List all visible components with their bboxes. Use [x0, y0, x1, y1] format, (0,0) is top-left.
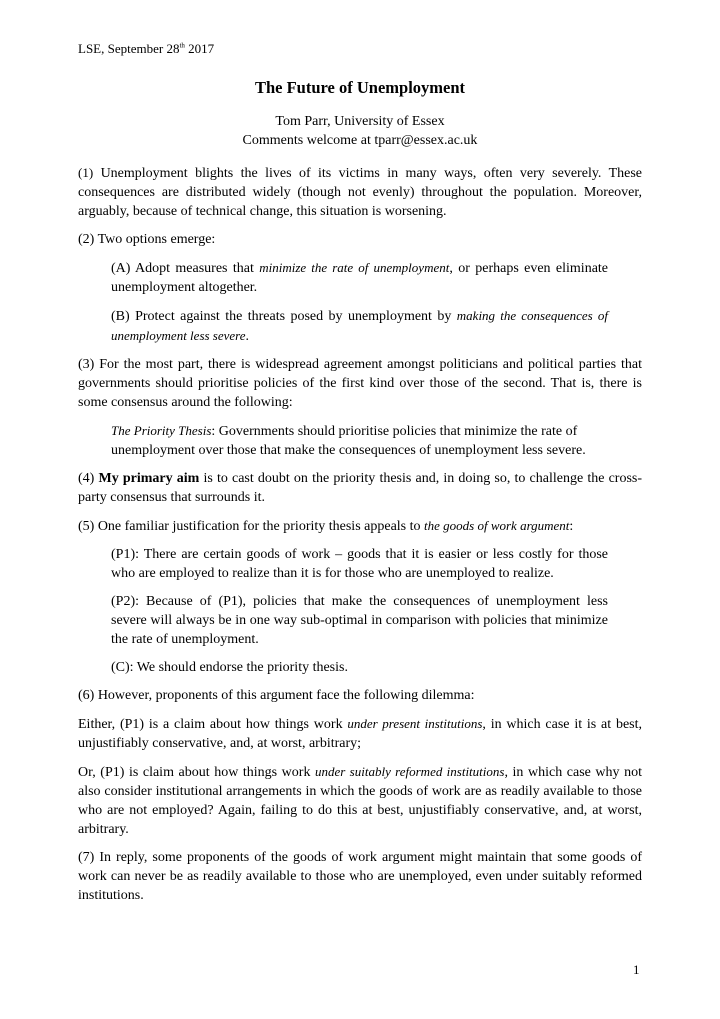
document-body	[78, 163, 642, 914]
page-number: 1	[633, 962, 640, 977]
or-post: , in which case why not also consider institutional arrangements in which the goods of work are as readily available to those who are not employed? Again, failing to do this at best, unjustifiably conservative, and, at worst, arbitrary.	[78, 765, 642, 837]
priority-thesis-text: : Governments should prioritise policies that minimize the rate of unemployment over those that make the consequences of unemployment less severe.	[111, 424, 586, 458]
priority-thesis-label: The Priority Thesis	[111, 423, 212, 438]
either-pre: Either, (P1) is a claim about how things work	[78, 717, 348, 732]
paragraph-1-text: Unemployment blights the lives of its victims in many ways, often very severely. These consequences are distributed widely (though not evenly) throughout the population. Moreover, arguably, because of technical change, this situation is worsening.	[78, 166, 642, 219]
document-title: The Future of Unemployment	[254, 78, 466, 97]
paragraph-4-pre: (4)	[78, 471, 99, 486]
conclusion: (C): We should endorse the priority thesis.	[111, 660, 348, 675]
paragraph-5	[78, 516, 642, 536]
header-year: 2017	[184, 41, 215, 56]
option-b-pre: (B) Protect against the threats posed by unemployment by	[111, 309, 457, 324]
dilemma-or	[78, 762, 642, 839]
paragraph-5-post: :	[569, 519, 574, 534]
paragraph-1-number: (1)	[78, 165, 94, 180]
author-contact: Comments welcome at tparr@essex.ac.uk	[242, 133, 478, 148]
option-a	[111, 258, 608, 297]
paragraph-4	[78, 469, 642, 507]
or-pre: Or, (P1) is claim about how things work	[78, 765, 316, 780]
option-b	[111, 306, 608, 346]
premise-1: (P1): There are certain goods of work – goods that it is easier or less costly for those who are employed to realize than it is for those who are unemployed to realize.	[111, 547, 608, 581]
either-emphasis: under present institutions	[347, 716, 483, 731]
option-a-post: , or perhaps even eliminate unemployment altogether.	[111, 261, 609, 295]
dilemma-either	[78, 714, 642, 753]
option-a-emphasis: minimize the rate of unemployment	[259, 260, 450, 275]
option-b-emphasis: making the consequences of unemployment less severe	[111, 308, 609, 343]
header-text: LSE, September 28	[78, 41, 180, 56]
either-post: , in which case it is at best, unjustifiably conservative, and, at worst, arbitrary;	[78, 717, 643, 751]
paragraph-1	[78, 163, 642, 221]
premise-2: (P2): Because of (P1), policies that make the consequences of unemployment less severe will always be in one way sub-optimal in comparison with policies that minimize the rate of unemployment.	[111, 594, 608, 647]
author-block	[0, 112, 720, 150]
paragraph-4-post: is to cast doubt on the priority thesis and, in doing so, to challenge the cross-party consensus that surrounds it.	[78, 471, 643, 505]
option-a-pre: (A) Adopt measures that	[111, 261, 260, 276]
priority-thesis	[111, 421, 608, 460]
or-emphasis: under suitably reformed institutions	[315, 764, 505, 779]
paragraph-6: (6) However, proponents of this argument face the following dilemma:	[78, 688, 475, 703]
paragraph-5-emphasis: the goods of work argument	[424, 518, 570, 533]
header-sup: th	[179, 41, 185, 50]
paragraph-4-bold: My primary aim	[98, 471, 200, 486]
paragraph-3: (3) For the most part, there is widespread agreement amongst politicians and political parties that governments should prioritise policies of the first kind over those of the second. That is, there is some consensus around the following:	[78, 357, 642, 410]
paragraph-7: (7) In reply, some proponents of the goods of work argument might maintain that some goods of work can never be as readily available to those who are unemployed, even under suitably reformed institutions.	[78, 850, 642, 903]
author-name: Tom Parr, University of Essex	[275, 114, 445, 129]
option-b-post: .	[245, 329, 250, 344]
document-header	[78, 41, 214, 57]
paragraph-5-pre: (5) One familiar justification for the priority thesis appeals to	[78, 519, 425, 534]
paragraph-2: (2) Two options emerge:	[78, 232, 216, 247]
